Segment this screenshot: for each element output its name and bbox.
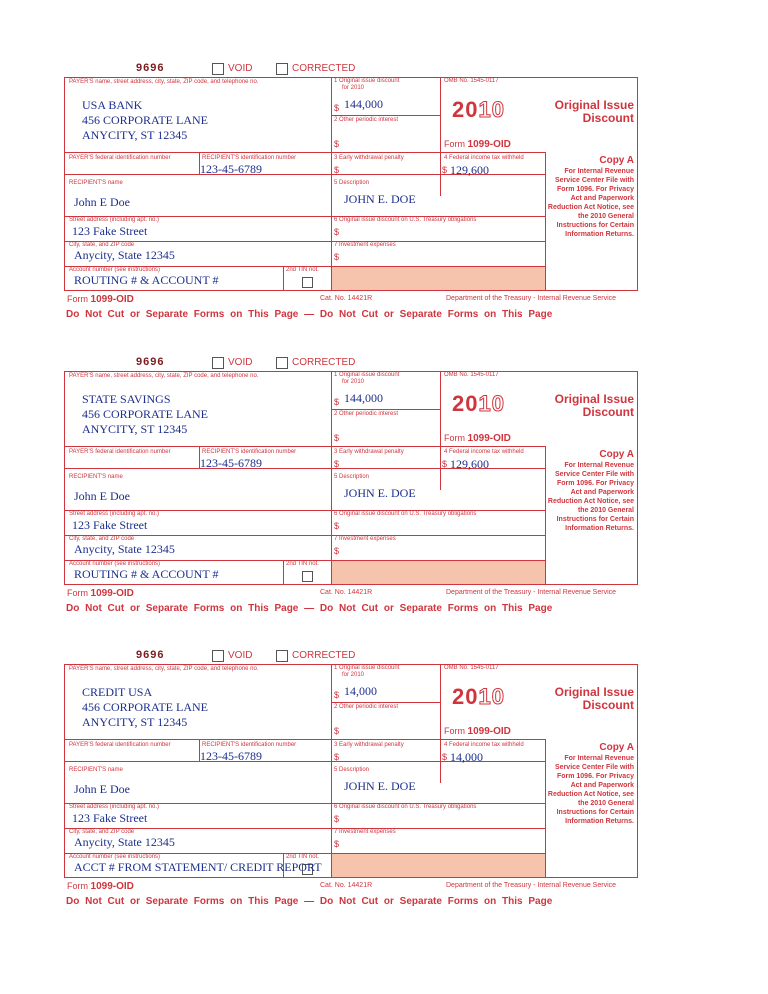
tax-year: 2010 <box>452 97 505 122</box>
recipient-id-label: RECIPIENT'S identification number <box>202 742 297 748</box>
tax-year: 2010 <box>452 391 505 416</box>
street-label: Street address (including apt. no.) <box>69 511 160 517</box>
omb-number: OMB No. 1545-0117 <box>444 372 499 378</box>
recipient-name-label: RECIPIENT'S name <box>69 474 123 480</box>
do-not-cut-notice: Do Not Cut or Separate Forms on This Page — Do Not Cut or Separate Forms on This Page <box>66 896 553 907</box>
box2-label: 2 Other periodic interest <box>334 411 399 417</box>
street-value[interactable]: 123 Fake Street <box>72 224 148 238</box>
box5-label: 5 Description <box>334 474 370 480</box>
corrected-checkbox[interactable] <box>276 357 288 369</box>
payer-street[interactable]: 456 CORPORATE LANE <box>82 700 209 714</box>
copy-a-text: For Internal Revenue Service Center File with Form 1096. For Privacy Act and Paperwork Reduction Act Notice, see the 2010 General Instructions for Certain Information Returns. <box>547 168 634 238</box>
copy-a-heading: Copy A <box>599 742 634 753</box>
box4-tax-value[interactable]: 129,600 <box>450 457 489 471</box>
payer-street[interactable]: 456 CORPORATE LANE <box>82 407 209 421</box>
recipient-tin-value[interactable]: 123-45-6789 <box>200 456 262 470</box>
corrected-label: CORRECTED <box>292 357 356 368</box>
street-value[interactable]: 123 Fake Street <box>72 811 148 825</box>
recipient-name-value[interactable]: John E Doe <box>74 782 130 796</box>
box3-dollar: $ <box>334 165 340 175</box>
payer-street[interactable]: 456 CORPORATE LANE <box>82 113 209 127</box>
do-not-cut-notice: Do Not Cut or Separate Forms on This Page — Do Not Cut or Separate Forms on This Page <box>66 309 553 320</box>
form-name-right: Form 1099-OID <box>444 139 511 150</box>
form-title: Original Issue Discount <box>554 98 634 125</box>
street-label: Street address (including apt. no.) <box>69 217 160 223</box>
omb-number: OMB No. 1545-0117 <box>444 78 499 84</box>
box7-label: 7 Investment expenses <box>334 829 396 835</box>
account-value[interactable]: ROUTING # & ACCOUNT # <box>74 567 219 581</box>
form-title: Original Issue Discount <box>554 392 634 419</box>
void-checkbox[interactable] <box>212 357 224 369</box>
copy-a-block <box>546 155 634 239</box>
tin-checkbox[interactable] <box>302 571 313 582</box>
form-name-right: Form 1099-OID <box>444 433 511 444</box>
department: Department of the Treasury - Internal Revenue Service <box>446 589 617 596</box>
box3-dollar: $ <box>334 459 340 469</box>
cat-number: Cat. No. 14421R <box>320 295 373 302</box>
payer-id-label: PAYER'S federal identification number <box>69 742 171 748</box>
copy-a-heading: Copy A <box>599 155 634 166</box>
payer-label: PAYER'S name, street address, city, state, ZIP code, and telephone no. <box>69 373 259 379</box>
payer-city[interactable]: ANYCITY, ST 12345 <box>82 128 188 142</box>
street-label: Street address (including apt. no.) <box>69 804 160 810</box>
void-checkbox[interactable] <box>212 63 224 75</box>
payer-name[interactable]: CREDIT USA <box>82 685 153 699</box>
box1-dollar: $ <box>334 397 340 407</box>
box7-dollar: $ <box>334 252 340 262</box>
city-label: City, state, and ZIP code <box>69 829 135 835</box>
city-value[interactable]: Anycity, State 12345 <box>74 542 175 556</box>
box1-sublabel: for 2010 <box>342 379 365 385</box>
recipient-tin-value[interactable]: 123-45-6789 <box>200 749 262 763</box>
account-label: Account number (see instructions) <box>69 267 161 273</box>
box5-description-value[interactable]: JOHN E. DOE <box>344 486 416 500</box>
form-1099-oid <box>64 355 640 617</box>
recipient-name-value[interactable]: John E Doe <box>74 195 130 209</box>
box1-oid-value[interactable]: 144,000 <box>344 97 383 111</box>
shaded-area <box>332 267 545 290</box>
form-name-footer: Form 1099-OID <box>67 881 134 892</box>
form-header <box>64 355 640 371</box>
payer-name[interactable]: STATE SAVINGS <box>82 392 171 406</box>
box7-label: 7 Investment expenses <box>334 536 396 542</box>
box6-dollar: $ <box>334 814 340 824</box>
box1-sublabel: for 2010 <box>342 672 365 678</box>
department: Department of the Treasury - Internal Revenue Service <box>446 295 617 302</box>
city-label: City, state, and ZIP code <box>69 536 135 542</box>
box1-oid-value[interactable]: 144,000 <box>344 391 383 405</box>
box5-label: 5 Description <box>334 180 370 186</box>
account-label: Account number (see instructions) <box>69 561 161 567</box>
corrected-label: CORRECTED <box>292 650 356 661</box>
box7-dollar: $ <box>334 546 340 556</box>
box1-label: 1 Original issue discount <box>334 372 400 378</box>
box6-dollar: $ <box>334 521 340 531</box>
box3-label: 3 Early withdrawal penalty <box>334 155 404 161</box>
account-value[interactable]: ACCT # FROM STATEMENT/ CREDIT REPORT <box>74 860 322 874</box>
department: Department of the Treasury - Internal Revenue Service <box>446 882 617 889</box>
box6-label: 6 Original issue discount on U.S. Treasury obligations <box>334 217 477 223</box>
payer-id-label: PAYER'S federal identification number <box>69 155 171 161</box>
city-label: City, state, and ZIP code <box>69 242 135 248</box>
copy-a-text: For Internal Revenue Service Center File with Form 1096. For Privacy Act and Paperwork Reduction Act Notice, see the 2010 General Instructions for Certain Information Returns. <box>547 755 634 825</box>
copy-a-block <box>546 449 634 533</box>
copy-a-text: For Internal Revenue Service Center File with Form 1096. For Privacy Act and Paperwork Reduction Act Notice, see the 2010 General Instructions for Certain Information Returns. <box>547 462 634 532</box>
tin-label: 2nd TIN not. <box>286 267 319 273</box>
box4-tax-value[interactable]: 129,600 <box>450 163 489 177</box>
account-value[interactable]: ROUTING # & ACCOUNT # <box>74 273 219 287</box>
box1-oid-value[interactable]: 14,000 <box>344 684 377 698</box>
void-checkbox[interactable] <box>212 650 224 662</box>
payer-name[interactable]: USA BANK <box>82 98 143 112</box>
form-name-footer: Form 1099-OID <box>67 294 134 305</box>
box2-label: 2 Other periodic interest <box>334 704 399 710</box>
recipient-id-label: RECIPIENT'S identification number <box>202 155 297 161</box>
city-value[interactable]: Anycity, State 12345 <box>74 248 175 262</box>
do-not-cut-notice: Do Not Cut or Separate Forms on This Page — Do Not Cut or Separate Forms on This Page <box>66 603 553 614</box>
box3-label: 3 Early withdrawal penalty <box>334 742 404 748</box>
tin-label: 2nd TIN not. <box>286 561 319 567</box>
form-name-right: Form 1099-OID <box>444 726 511 737</box>
box6-dollar: $ <box>334 227 340 237</box>
shaded-area <box>332 854 545 877</box>
shaded-area <box>332 561 545 584</box>
payer-id-label: PAYER'S federal identification number <box>69 449 171 455</box>
box4-dollar: $ <box>442 165 448 175</box>
recipient-name-label: RECIPIENT'S name <box>69 180 123 186</box>
corrected-label: CORRECTED <box>292 63 356 74</box>
box2-dollar: $ <box>334 139 340 149</box>
recipient-tin-value[interactable]: 123-45-6789 <box>200 162 262 176</box>
payer-label: PAYER'S name, street address, city, state, ZIP code, and telephone no. <box>69 666 259 672</box>
corrected-checkbox[interactable] <box>276 63 288 75</box>
payer-city[interactable]: ANYCITY, ST 12345 <box>82 422 188 436</box>
payer-label: PAYER'S name, street address, city, state, ZIP code, and telephone no. <box>69 79 259 85</box>
city-value[interactable]: Anycity, State 12345 <box>74 835 175 849</box>
form-title: Original Issue Discount <box>554 685 634 712</box>
account-label: Account number (see instructions) <box>69 854 161 860</box>
tin-checkbox[interactable] <box>302 277 313 288</box>
tax-year: 2010 <box>452 684 505 709</box>
box3-dollar: $ <box>334 752 340 762</box>
tin-label: 2nd TIN not. <box>286 854 319 860</box>
omb-number: OMB No. 1545-0117 <box>444 665 499 671</box>
copy-a-heading: Copy A <box>599 449 634 460</box>
payer-city[interactable]: ANYCITY, ST 12345 <box>82 715 188 729</box>
box1-dollar: $ <box>334 103 340 113</box>
box4-dollar: $ <box>442 752 448 762</box>
box4-label: 4 Federal income tax withheld <box>444 155 524 161</box>
box1-label: 1 Original issue discount <box>334 665 400 671</box>
box4-dollar: $ <box>442 459 448 469</box>
box5-label: 5 Description <box>334 767 370 773</box>
box2-dollar: $ <box>334 433 340 443</box>
box1-sublabel: for 2010 <box>342 85 365 91</box>
corrected-checkbox[interactable] <box>276 650 288 662</box>
box1-dollar: $ <box>334 690 340 700</box>
void-label: VOID <box>228 650 253 661</box>
void-label: VOID <box>228 63 253 74</box>
street-value[interactable]: 123 Fake Street <box>72 518 148 532</box>
form-header <box>64 648 640 664</box>
form-code: 9696 <box>136 62 165 74</box>
form-1099-oid <box>64 648 640 910</box>
box7-dollar: $ <box>334 839 340 849</box>
box4-label: 4 Federal income tax withheld <box>444 449 524 455</box>
box4-tax-value[interactable]: 14,000 <box>450 750 483 764</box>
box3-label: 3 Early withdrawal penalty <box>334 449 404 455</box>
cat-number: Cat. No. 14421R <box>320 589 373 596</box>
box7-label: 7 Investment expenses <box>334 242 396 248</box>
box6-label: 6 Original issue discount on U.S. Treasury obligations <box>334 511 477 517</box>
box2-dollar: $ <box>334 726 340 736</box>
recipient-name-value[interactable]: John E Doe <box>74 489 130 503</box>
box2-label: 2 Other periodic interest <box>334 117 399 123</box>
cat-number: Cat. No. 14421R <box>320 882 373 889</box>
box5-description-value[interactable]: JOHN E. DOE <box>344 192 416 206</box>
form-code: 9696 <box>136 649 165 661</box>
form-1099-oid <box>64 61 640 323</box>
copy-a-block <box>546 742 634 826</box>
void-label: VOID <box>228 357 253 368</box>
box6-label: 6 Original issue discount on U.S. Treasury obligations <box>334 804 477 810</box>
box4-label: 4 Federal income tax withheld <box>444 742 524 748</box>
box1-label: 1 Original issue discount <box>334 78 400 84</box>
form-code: 9696 <box>136 356 165 368</box>
box5-description-value[interactable]: JOHN E. DOE <box>344 779 416 793</box>
form-header <box>64 61 640 77</box>
recipient-name-label: RECIPIENT'S name <box>69 767 123 773</box>
form-name-footer: Form 1099-OID <box>67 588 134 599</box>
recipient-id-label: RECIPIENT'S identification number <box>202 449 297 455</box>
